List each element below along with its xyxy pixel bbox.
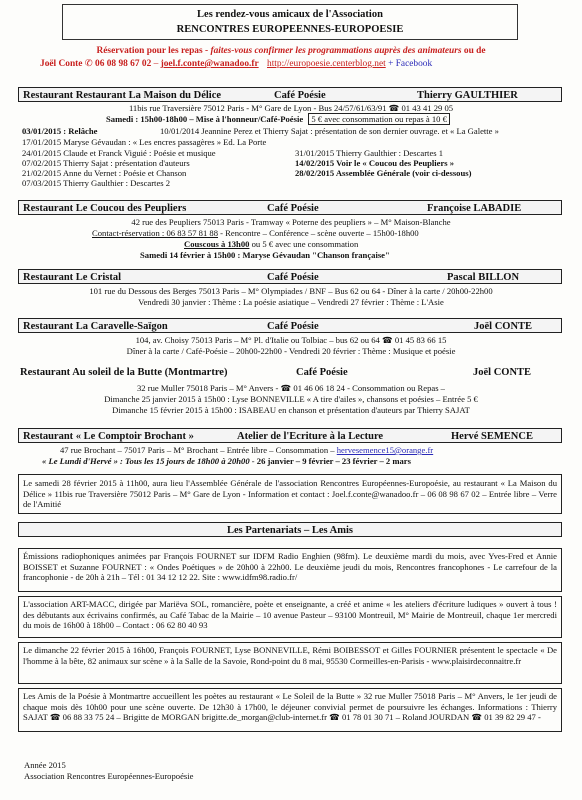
artmacc-text: L'association ART-MACC, dirigée par Mariëva SOL, romancière, poète et enseignante, a créé et anime « les ateliers d'écriture ludiques » ouvert à tous ! des débutants aux écrivains confirmés, au Café Tabac de la Mairie – 10 avenue Pasteur – 93100 Montreuil, M° Mairie de Montreuil, chaque 1er mercredi du mois de 16h00 à 18h00 – Contact : 06 62 80 40 93 <box>23 599 557 631</box>
delice-address: 11bis rue Traversière 75012 Paris - M° Gare de Lyon - Bus 24/57/61/63/91 ☎ 01 43 41 29 05 <box>128 103 454 113</box>
delice-right-2: 28/02/2015 Assemblée Générale (voir ci-dessous) <box>295 168 472 178</box>
artmacc-box <box>18 596 562 638</box>
facebook-label: + Facebook <box>388 59 433 69</box>
coucou-type: Café Poésie <box>267 203 319 214</box>
delice-left-1: 17/01/2015 Maryse Gévaudan : « Les encres passagères » Ed. La Porte <box>22 137 267 147</box>
butte-line1: 32 rue Muller 75018 Paris – M° Anvers - ☎ 01 46 06 18 24 - Consommation ou Repas – <box>137 383 445 393</box>
spectacle-box <box>18 642 562 684</box>
coucou-name: Restaurant Le Coucou des Peupliers <box>23 203 187 214</box>
delice-header: Restaurant Restaurant La Maison du Délice Café Poésie Thierry GAULTHIER <box>18 87 562 102</box>
cristal-line1: 101 rue du Dessous des Berges 75013 Paris – M° Olympiades / BNF – Bus 62 ou 64 - Dîner à la carte / 20h00-22h00 <box>89 286 493 296</box>
amis-text: Les Amis de la Poésie à Montmartre accueillent les poètes au restaurant « Le Soleil de la Butte » 32 rue Muller 75018 Paris – M° Anvers, le 1er jeudi de chaque mois dès 10h00 pour une scène ouverte. De 12h30 à 17h00, le déjeuner convivial permet de poursuivre les échanges. Informations : Thierry SAJAT ☎ 06 88 33 75 24 – Brigitte de MORGAN brigitte.de_morgan@club-internet.fr ☎ 01 78 01 30 71 – Roland JOURDAN ☎ 01 39 82 29 47 - <box>23 691 557 723</box>
blog-link[interactable]: http://europoesie.centerblog.net <box>267 59 386 69</box>
coucou-line2: Contact-réservation : 06 83 57 81 88 - Rencontre – Conférence – scène ouverte – 15h00-18h00 <box>92 228 419 238</box>
spectacle-text: Le dimanche 22 février 2015 à 16h00, François FOURNET, Lyse BONNEVILLE, Rémi BOIBESSOT et Gilles FOURNIER présentent le spectacle « De l'homme à la bête, 82 animaux sur scène » à la Salle de la Savoie, Rond-point du 8 mai, 95530 Cormeilles-en-Parisis - www.plaisirdeconnaitre.fr <box>23 645 557 666</box>
butte-line2: Dimanche 25 janvier 2015 à 15h00 : Lyse BONNEVILLE « A tire d'ailes », chansons et poésies – Entrée 5 € <box>104 394 478 404</box>
coucou-line4: Samedi 14 février à 15h00 : Maryse Gévaudan "Chanson française" <box>140 250 390 260</box>
radio-box <box>18 548 562 592</box>
coucou-line3: Couscous à 13h00 ou 5 € avec une consommation <box>184 239 359 249</box>
brochant-header <box>18 428 562 443</box>
delice-name: Restaurant La Maison du Délice <box>75 90 222 101</box>
contact-line: Joël Conte ✆ 06 08 98 67 02 – joel.f.conte@wanadoo.fr http://europoesie.centerblog.net + Facebook <box>40 59 433 69</box>
header-box <box>62 4 518 40</box>
ag-box <box>18 474 562 514</box>
butte-header <box>20 366 227 379</box>
caravelle-type: Café Poésie <box>267 321 319 332</box>
delice-mid-first: 10/01/2014 Jeannine Perez et Thierry Sajat : présentation de son dernier ouvrage. et « La Galette » <box>160 126 499 136</box>
header-line2: RENCONTRES EUROPEENNES-EUROPOESIE <box>176 24 404 35</box>
butte-type: Café Poésie <box>296 367 348 378</box>
butte-host: Joël CONTE <box>473 367 532 378</box>
delice-right-0: 31/01/2015 Thierry Gaulthier : Descartes 1 <box>295 148 444 158</box>
coucou-header <box>18 200 562 215</box>
delice-left-4: 21/02/2015 Anne du Vernet : Poésie et Chanson <box>22 168 187 178</box>
reservation-line: Réservation pour les repas - faites-vous confirmer les programmations auprès des animateurs ou de <box>96 46 486 56</box>
header-line1: Les rendez-vous amicaux de l'Association <box>197 9 383 20</box>
partners-header <box>18 522 562 537</box>
delice-left-0: 03/01/2015 : Relâche <box>22 126 98 136</box>
amis-box <box>18 688 562 732</box>
phone-icon: ✆ <box>84 59 93 69</box>
footer-year: Année 2015 <box>24 760 66 770</box>
caravelle-name: Restaurant La Caravelle-Saïgon <box>23 321 168 332</box>
contact-name: Joël Conte <box>40 59 83 69</box>
caravelle-host: Joël CONTE <box>474 321 533 332</box>
caravelle-header <box>18 318 562 333</box>
delice-type: Café Poésie <box>274 90 326 101</box>
coucou-line1: 42 rue des Peupliers 75013 Paris - Tramway « Poterne des peupliers » – M° Maison-Blanche <box>131 217 451 227</box>
brochant-line1: 47 rue Brochant – 75017 Paris – M° Brochant – Entrée libre – Consommation – hervesemence15@orange.fr <box>60 445 434 455</box>
brochant-name: Restaurant « Le Comptoir Brochant » <box>23 431 194 442</box>
delice-saturday-box: 5 € avec consommation ou repas à 10 € <box>308 113 450 125</box>
delice-saturday: Samedi : 15h00-18h00 – Mise à l'honneur/Café-Poésie 5 € avec consommation ou repas à 10 € <box>106 114 450 124</box>
delice-host: Thierry GAULTHIER <box>417 90 518 101</box>
brochant-email-link[interactable]: hervesemence15@orange.fr <box>336 445 434 455</box>
cristal-line2: Vendredi 30 janvier : Thème : La poésie asiatique – Vendredi 27 février : Thème : L'Asie <box>138 297 444 307</box>
butte-line3: Dimanche 15 février 2015 à 15h00 : ISABEAU en chanson et présentation d'auteurs par Thierry SAJAT <box>112 405 470 415</box>
footer-association: Association Rencontres Européennes-Europoésie <box>24 771 194 781</box>
butte-name: Restaurant Au soleil de la Butte (Montmartre) <box>20 367 228 378</box>
ag-text: Le samedi 28 février 2015 à 11h00, aura lieu l'Assemblée Générale de l'association Rencontres Européennes-Europoésie, au restaurant « La Maison du Délice » 11bis rue Traversière 75012 Paris – M° Gare de Lyon - Information et contact : Joel.f.conte@wanadoo.fr – 06 08 98 67 02 – Entrée libre – Verre de l'Amitié <box>23 478 557 510</box>
caravelle-line2: Dîner à la carte / Café-Poésie – 20h00-22h00 - Vendredi 20 février : Thème : Musique et poésie <box>126 346 456 356</box>
cristal-header <box>18 269 562 284</box>
cristal-host: Pascal BILLON <box>447 272 520 283</box>
caravelle-line1: 104, av. Choisy 75013 Paris – M° Pl. d'Italie ou Tolbiac – bus 62 ou 64 ☎ 01 45 83 66 15 <box>135 335 447 345</box>
contact-email-link[interactable]: joel.f.conte@wanadoo.fr <box>160 59 259 69</box>
brochant-host: Hervé SEMENCE <box>451 431 533 442</box>
brochant-line2: « Le Lundi d'Hervé » : Tous les 15 jours de 18h00 à 20h00 - 26 janvier – 9 février – 23 février – 2 mars <box>42 456 411 466</box>
delice-left-5: 07/03/2015 Thierry Gaulthier : Descartes 2 <box>22 178 171 188</box>
cristal-name: Restaurant Le Cristal <box>23 272 121 283</box>
radio-text: Émissions radiophoniques animées par François FOURNET sur IDFM Radio Enghien (98fm). Le deuxième mardi du mois, avec Yves-Fred et Annie BOISSET et Suzanne FOURNET : « Ondes Poétiques » de 20h00 à 22h00. Le deuxième jeudi du mois, Rencontres francophones - Le carrefour de la francophonie - de 20h à 21h – Tél : 01 34 12 12 22. Site : www.idfm98.radio.fr/ <box>23 551 557 583</box>
delice-left-3: 07/02/2015 Thierry Sajat : présentation d'auteurs <box>22 158 190 168</box>
contact-phone: 06 08 98 67 02 <box>95 59 152 69</box>
delice-left-2: 24/01/2015 Claude et Franck Viguié : Poésie et musique <box>22 148 216 158</box>
delice-right-1: 14/02/2015 Voir le « Coucou des Peupliers » <box>295 158 455 168</box>
cristal-type: Café Poésie <box>267 272 319 283</box>
partners-title: Les Partenariats – Les Amis <box>227 525 353 536</box>
coucou-host: Françoise LABADIE <box>427 203 522 214</box>
brochant-type: Atelier de l'Ecriture à la Lecture <box>237 431 384 442</box>
